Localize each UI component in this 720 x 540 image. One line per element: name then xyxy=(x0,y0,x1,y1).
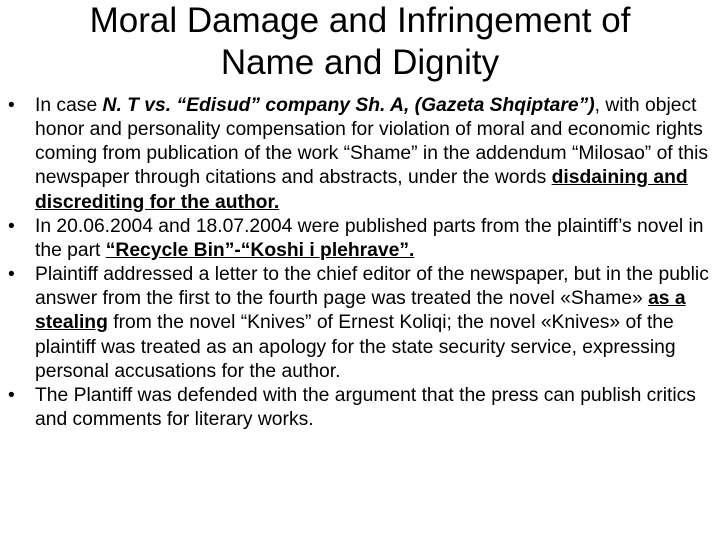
bullet-list xyxy=(8,94,712,432)
bullet-dot-icon: • xyxy=(8,264,15,286)
bullet-item-case xyxy=(8,94,712,215)
bullet-3-text-intro: Plaintiff addressed a letter to the chief editor of the newspaper, but in the public answer from the first to the fourth page was treated the novel «Shame» xyxy=(35,264,709,310)
bullet-dot-icon: • xyxy=(8,215,15,237)
bullet-item-defense xyxy=(8,384,712,432)
bullet-dot-icon: • xyxy=(8,95,15,116)
bullet-dot-icon: • xyxy=(8,384,15,406)
bullet-item-publication-dates xyxy=(8,215,712,263)
title-line-2: Name and Dignity xyxy=(220,43,500,82)
title-line-1: Moral Damage and Infringement of xyxy=(89,1,631,40)
bullet-1-text-intro: In case xyxy=(35,95,103,116)
bullet-1-text-body: , with object honor and personality compensation for violation of moral and economic rights coming from publication of the work “Shame” in the addendum “Milosao” of this newspaper through citations and abstracts, under the words xyxy=(35,95,709,189)
bullet-3-emphasis: as a stealing xyxy=(35,288,686,334)
bullet-4-text: The Plantiff was defended with the argument that the press can publish critics and comments for literary works. xyxy=(35,384,696,431)
bullet-2-text: In 20.06.2004 and 18.07.2004 were published parts from the plaintiff’s novel in the part xyxy=(35,215,704,261)
bullet-item-letter xyxy=(8,263,712,384)
bullet-1-emphasis: disdaining and discrediting for the author. xyxy=(35,167,688,213)
bullet-3-text-body: from the novel “Knives” of Ernest Koliqi; the novel «Knives» of the plaintiff was treated as an apology for the state security service, expressing personal accusations for the author. xyxy=(35,312,676,382)
bullet-1-case-name: N. T vs. “Edisud” company Sh. A, (Gazeta Shqiptare”) xyxy=(102,95,595,116)
bullet-2-emphasis: “Recycle Bin”-“Koshi i plehrave”. xyxy=(105,239,415,261)
slide-title xyxy=(0,0,720,84)
